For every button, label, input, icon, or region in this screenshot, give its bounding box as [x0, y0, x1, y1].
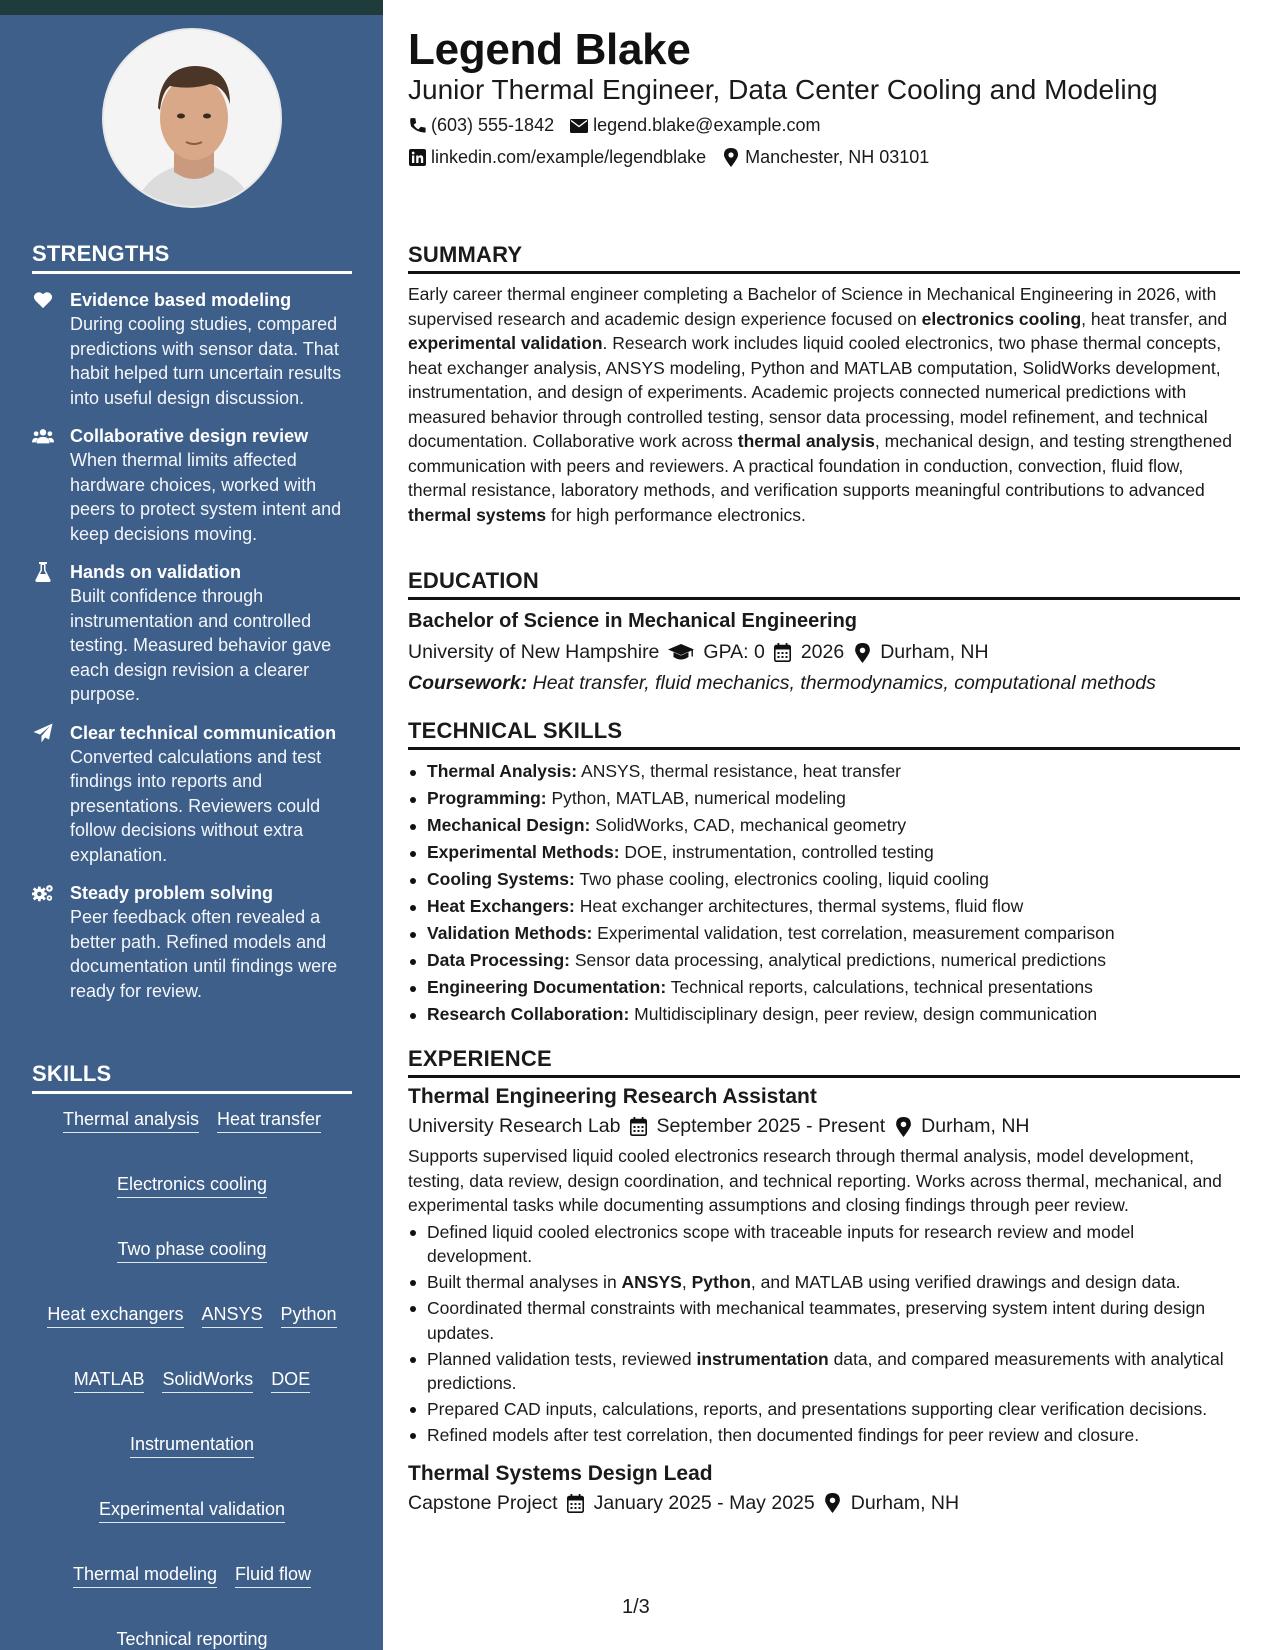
list-item: Cooling Systems: Two phase cooling, electronics cooling, liquid cooling	[408, 866, 1240, 893]
skills-cloud	[32, 1108, 352, 1650]
skill-tag: Two phase cooling	[117, 1238, 266, 1263]
skill-tag: DOE	[271, 1368, 310, 1393]
technical-skills-heading: TECHNICAL SKILLS	[408, 718, 1240, 750]
skills-section	[32, 1061, 352, 1650]
contact-row-2	[408, 147, 929, 168]
flask-icon	[32, 562, 54, 582]
calendar-icon	[567, 1494, 585, 1512]
skill-tag: Experimental validation	[99, 1498, 285, 1523]
location-contact	[722, 147, 929, 168]
strength-description: Peer feedback often revealed a better path. Refined models and documentation until findings were ready for review.	[70, 907, 338, 1001]
email-contact[interactable]	[570, 115, 820, 136]
school-name: University of New Hampshire	[408, 641, 660, 663]
skills-heading: SKILLS	[32, 1061, 352, 1094]
skill-tag: Heat exchangers	[47, 1303, 183, 1328]
strength-description: When thermal limits affected hardware choices, worked with peers to protect system intent and keep decisions moving.	[70, 450, 342, 544]
strength-title: Evidence based modeling	[70, 290, 292, 310]
experience-section	[408, 1046, 1240, 1515]
coursework: Coursework: Heat transfer, fluid mechanics, thermodynamics, computational methods	[408, 672, 1156, 694]
list-item: Programming: Python, MATLAB, numerical modeling	[408, 785, 1240, 812]
job-dates: September 2025 - Present	[656, 1115, 886, 1137]
list-item: Research Collaboration: Multidisciplinary design, peer review, design communication	[408, 1001, 1240, 1028]
experience-heading: EXPERIENCE	[408, 1046, 1240, 1078]
list-item: Coordinated thermal constraints with mechanical teammates, preserving system intent during design updates.	[408, 1296, 1240, 1345]
graduation-cap-icon	[668, 644, 694, 662]
skill-tag: ANSYS	[202, 1303, 263, 1328]
job-title: Thermal Systems Design Lead	[408, 1461, 713, 1485]
education-meta	[408, 641, 1240, 664]
calendar-icon	[629, 1118, 647, 1136]
job-bullets	[408, 1220, 1240, 1448]
strength-title: Clear technical communication	[70, 722, 337, 743]
linkedin-icon	[408, 149, 426, 167]
strength-item	[32, 424, 352, 546]
list-item: Planned validation tests, reviewed instrumentation data, and compared measurements with analytical predictions.	[408, 1347, 1240, 1396]
linkedin-contact[interactable]	[408, 147, 706, 168]
heart-icon	[32, 290, 54, 310]
person-name: Legend Blake	[408, 25, 691, 74]
sidebar	[0, 0, 383, 1650]
person-title: Junior Thermal Engineer, Data Center Cooling and Modeling	[408, 74, 1158, 105]
skill-tag: Technical reporting	[116, 1628, 267, 1650]
list-item: Engineering Documentation: Technical reports, calculations, technical presentations	[408, 974, 1240, 1001]
map-pin-icon	[824, 1494, 842, 1512]
users-icon	[32, 426, 54, 446]
gears-icon	[32, 883, 54, 903]
skill-tag: Instrumentation	[130, 1433, 254, 1458]
list-item: Thermal Analysis: ANSYS, thermal resistance, heat transfer	[408, 758, 1240, 785]
list-item: Refined models after test correlation, then documented findings for peer review and closure.	[408, 1423, 1240, 1448]
map-pin-icon	[722, 149, 740, 167]
graduation-year: 2026	[800, 641, 845, 663]
strength-title: Collaborative design review	[70, 426, 309, 446]
map-pin-icon	[894, 1118, 912, 1136]
list-item: Heat Exchangers: Heat exchanger architectures, thermal systems, fluid flow	[408, 893, 1240, 920]
location-text: Manchester, NH 03101	[745, 147, 930, 167]
strength-title: Hands on validation	[70, 562, 242, 582]
strength-item	[32, 288, 352, 410]
summary-heading: SUMMARY	[408, 242, 1240, 274]
job-meta	[408, 1115, 1240, 1138]
contact-row	[408, 115, 821, 136]
phone-icon	[408, 117, 426, 135]
education-section	[408, 568, 1240, 695]
degree-title: Bachelor of Science in Mechanical Engineering	[408, 610, 858, 632]
skill-tag: MATLAB	[74, 1368, 145, 1393]
job-title: Thermal Engineering Research Assistant	[408, 1085, 817, 1108]
strengths-heading: STRENGTHS	[32, 241, 352, 274]
phone-text: (603) 555-1842	[431, 115, 555, 135]
linkedin-text: linkedin.com/example/legendblake	[431, 147, 707, 167]
paper-plane-icon	[32, 723, 54, 743]
strength-description: Built confidence through instrumentation and controlled testing. Measured behavior gave each design revision a clearer purpose.	[70, 586, 332, 704]
job-org: University Research Lab	[408, 1115, 621, 1137]
map-pin-icon	[853, 644, 871, 662]
strength-item	[32, 721, 352, 868]
envelope-icon	[570, 117, 588, 135]
summary-text: Early career thermal engineer completing a Bachelor of Science in Mechanical Engineering in 2026, with supervised research and academic design experience focused on electronics cooling, heat transfer, and experimental validation. Research work includes liquid cooled electronics, two phase thermal concepts, heat exchanger analysis, ANSYS modeling, Python and MATLAB computation, SolidWorks development, instrumentation, and design of experiments. Academic projects connected numerical predictions with measured behavior through controlled testing, sensor data processing, model refinement, and technical documentation. Collaborative work across thermal analysis, mechanical design, and testing strengthened communication with peers and reviewers. A practical foundation in conduction, convection, fluid flow, thermal resistance, laboratory methods, and verification supports meaningful contributions to advanced thermal systems for high performance electronics.	[408, 284, 1232, 525]
strength-title: Steady problem solving	[70, 883, 274, 903]
technical-skills-section	[408, 718, 1240, 1028]
calendar-icon	[774, 644, 792, 662]
list-item: Validation Methods: Experimental validation, test correlation, measurement comparison	[408, 920, 1240, 947]
skill-tag: SolidWorks	[162, 1368, 253, 1393]
skill-tag: Electronics cooling	[117, 1173, 267, 1198]
job-dates: January 2025 - May 2025	[593, 1491, 815, 1514]
education-heading: EDUCATION	[408, 568, 1240, 600]
email-text: legend.blake@example.com	[593, 115, 821, 135]
list-item: Data Processing: Sensor data processing, analytical predictions, numerical predictions	[408, 947, 1240, 974]
skill-tag: Thermal modeling	[73, 1563, 217, 1588]
list-item: Mechanical Design: SolidWorks, CAD, mechanical geometry	[408, 812, 1240, 839]
list-item: Experimental Methods: DOE, instrumentation, controlled testing	[408, 839, 1240, 866]
strengths-section	[32, 241, 352, 1003]
list-item: Prepared CAD inputs, calculations, reports, and presentations supporting clear verification decisions.	[408, 1397, 1240, 1422]
job-meta	[408, 1492, 1240, 1515]
gpa-text: GPA: 0	[703, 641, 765, 663]
technical-skills-list	[408, 758, 1240, 1028]
sidebar-top-bar	[0, 0, 383, 15]
job-org: Capstone Project	[408, 1491, 558, 1514]
summary-section	[408, 242, 1240, 527]
strength-description: Converted calculations and test findings into reports and presentations. Reviewers could follow decisions without extra explanation.	[70, 746, 322, 865]
skill-tag: Fluid flow	[235, 1563, 311, 1588]
strength-description: During cooling studies, compared predictions with sensor data. That habit helped turn uncertain results into useful design discussion.	[70, 314, 342, 408]
job-location: Durham, NH	[921, 1115, 1030, 1137]
strength-item	[32, 560, 352, 707]
strength-item	[32, 881, 352, 1003]
skill-tag: Heat transfer	[217, 1108, 321, 1133]
job-location: Durham, NH	[850, 1491, 960, 1514]
profile-photo	[102, 28, 282, 208]
list-item: Defined liquid cooled electronics scope with traceable inputs for research review and model development.	[408, 1220, 1240, 1269]
phone-contact[interactable]	[408, 115, 554, 136]
school-location: Durham, NH	[880, 641, 989, 663]
skill-tag: Python	[281, 1303, 337, 1328]
job-summary: Supports supervised liquid cooled electronics research through thermal analysis, model development, testing, data review, design coordination, and technical reporting. Works across thermal, mechanical, and experimental tasks while documenting assumptions and closing findings through peer review.	[408, 1146, 1222, 1215]
skill-tag: Thermal analysis	[63, 1108, 199, 1133]
list-item: Built thermal analyses in ANSYS, Python, and MATLAB using verified drawings and design data.	[408, 1270, 1240, 1295]
page-number: 1/3	[622, 1596, 650, 1618]
